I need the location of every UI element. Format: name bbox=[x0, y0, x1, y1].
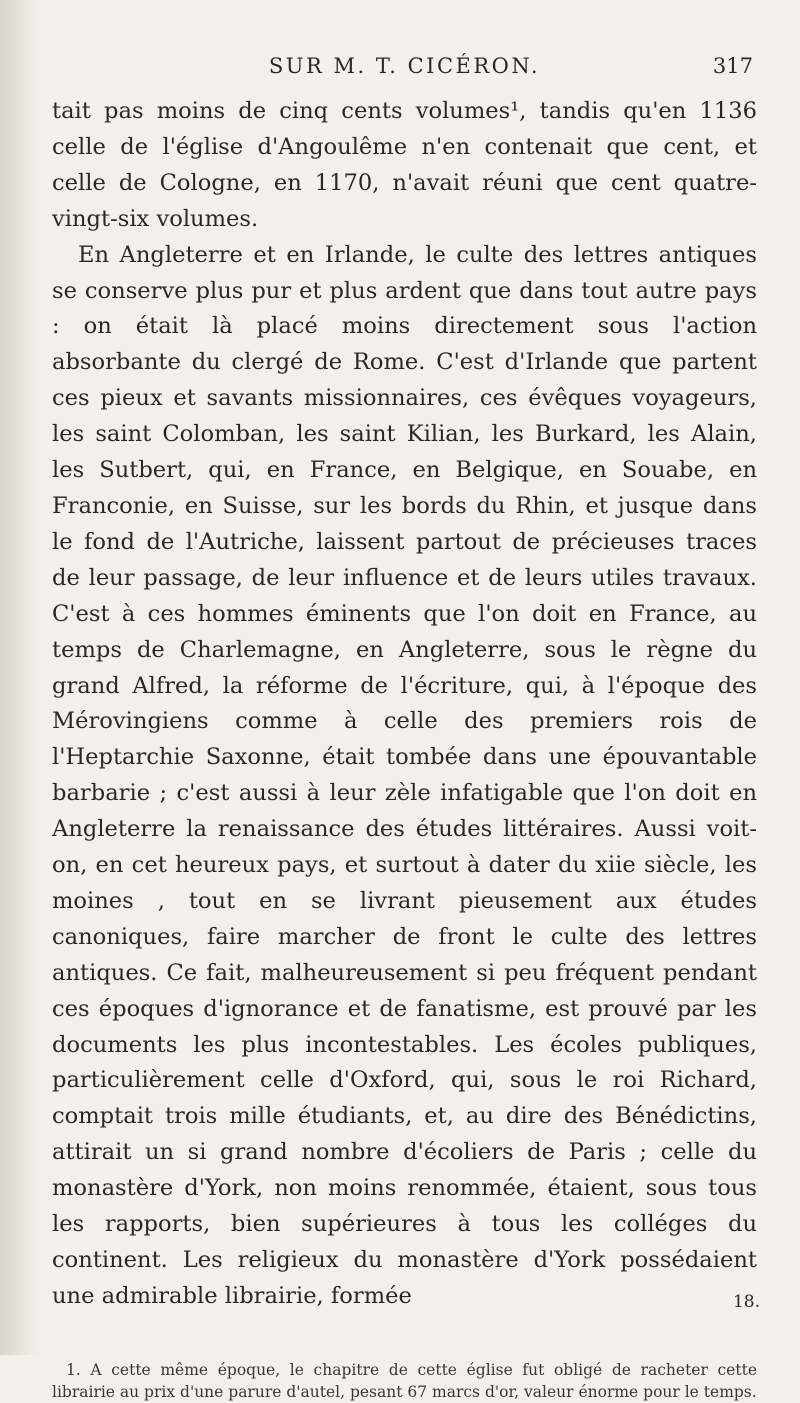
running-title: SUR M. T. CICÉRON. bbox=[268, 54, 541, 78]
body-text bbox=[52, 94, 757, 1315]
page-number: 317 bbox=[712, 54, 753, 78]
paragraph-england-ireland: En Angleterre et en Irlande, le culte des lettres antiques se conserve plus pur et plus ardent que dans tout autre pays : on était là placé moins directement sous l'action absorbante du clergé de Rome. C'est d'Irlande que partent ces pieux et savants missionnaires, ces évêques voyageurs, les saint Colomban, les saint Kilian, les Burkard, les Alain, les Sutbert, qui, en France, en Belgique, en Souabe, en Franconie, en Suisse, sur les bords du Rhin, et jusque dans le fond de l'Autriche, laissent partout de précieuses traces de leur passage, de leur influence et de leurs utiles travaux. C'est à ces hommes éminents que l'on doit en France, au temps de Charlemagne, en Angleterre, sous le règne du grand Alfred, la réforme de l'écriture, qui, à l'époque des Mérovingiens comme à celle des premiers rois de l'Heptarchie Saxonne, était tombée dans une épouvantable barbarie ; c'est aussi à leur zèle infatigable que l'on doit en Angleterre la renaissance des études littéraires. Aussi voit-on, en cet heureux pays, et surtout à dater du xiie siècle, les moines , tout en se livrant pieusement aux études canoniques, faire marcher de front le culte des lettres antiques. Ce fait, malheureusement si peu fréquent pendant ces époques d'ignorance et de fanatisme, est prouvé par les documents les plus incontestables. Les écoles publiques, particulièrement celle d'Oxford, qui, sous le roi Richard, comptait trois mille étudiants, et, au dire des Bénédictins, attirait un si grand nombre d'écoliers de Paris ; celle du monastère d'York, non moins renommée, étaient, sous tous les rapports, bien supérieures à tous les colléges du continent. Les religieux du monastère d'York possédaient une admirable librairie, formée bbox=[52, 241, 757, 1309]
running-head bbox=[52, 54, 757, 94]
footnote: 1. A cette même époque, le chapitre de cette église fut obligé de racheter cette librairie au prix d'une parure d'autel, pesant 67 marcs d'or, valeur énorme pour le temps. bbox=[52, 1360, 757, 1401]
book-page bbox=[52, 54, 757, 1403]
signature-mark: 18. bbox=[732, 1292, 760, 1312]
page-spine-shadow bbox=[0, 0, 38, 1355]
paragraph-continuation: tait pas moins de cinq cents volumes¹, tandis qu'en 1136 celle de l'église d'Angoulême n'en contenait que cent, et celle de Cologne, en 1170, n'avait réuni que cent quatre-vingt-six volumes. bbox=[52, 98, 757, 232]
